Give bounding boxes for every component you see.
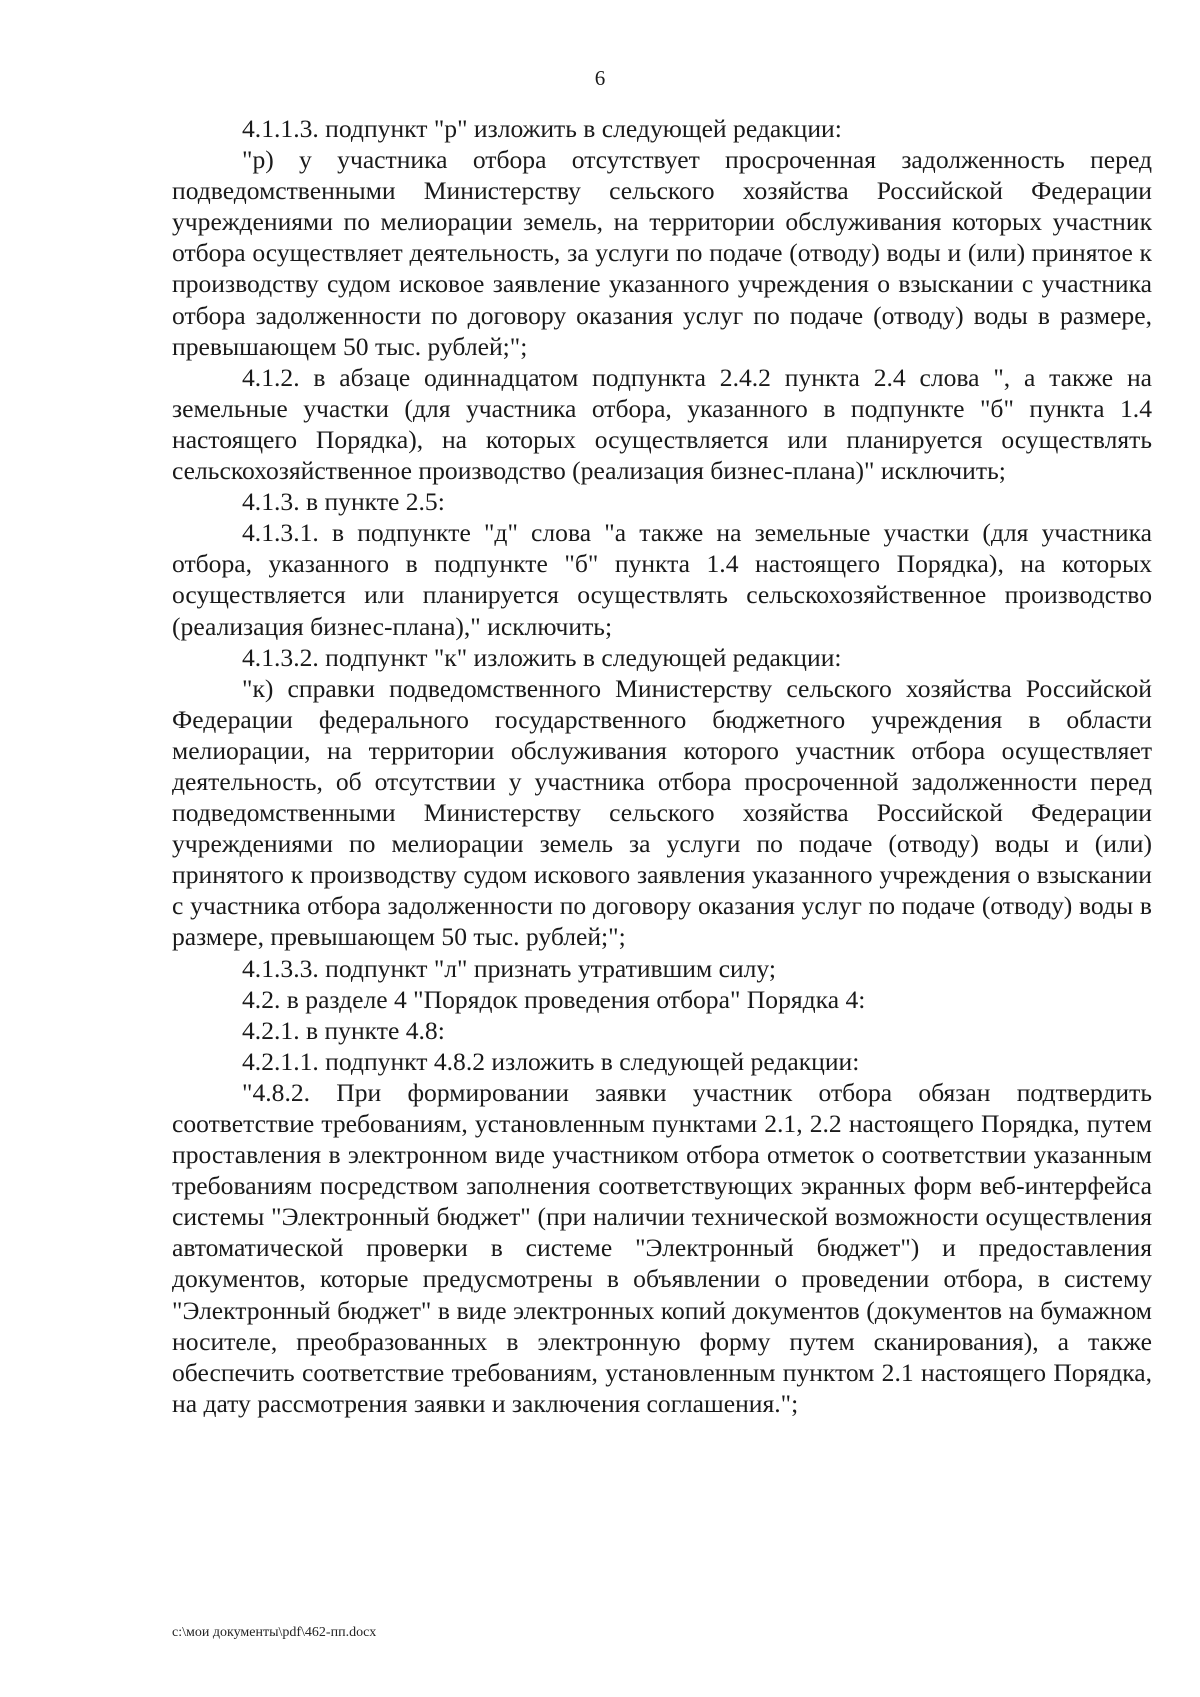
paragraph-4-8-2: "4.8.2. При формировании заявки участник отбора обязан подтвердить соответствие требованиям, установленным пунктами 2.1, 2.2 настоящего Порядка, путем проставления в электронном виде участником отбора отметок о соответствии указанным требованиям посредством заполнения соответствующих экранных форм веб-интерфейса системы "Электронный бюджет" (при наличии технической возможности осуществления автоматической проверки в системе "Электронный бюджет") и предоставления документов, которые предусмотрены в объявлении о проведении отбора, в систему "Электронный бюджет" в виде электронных копий документов (документов на бумажном носителе, преобразованных в электронную форму путем сканирования), а также обеспечить соответствие требованиям, установленным пунктом 2.1 настоящего Порядка, на дату рассмотрения заявки и заключения соглашения."; <box>172 1077 1152 1418</box>
document-body <box>172 113 1152 1419</box>
paragraph-4-1-3-2: 4.1.3.2. подпункт "к" изложить в следующей редакции: <box>242 642 842 672</box>
paragraph-4-2-1: 4.2.1. в пункте 4.8: <box>242 1015 445 1045</box>
paragraph-subitem-k: "к) справки подведомственного Министерству сельского хозяйства Российской Федерации федерального государственного бюджетного учреждения в области мелиорации, на территории обслуживания которого участник отбора осуществляет деятельность, об отсутствии у участника отбора просроченной задолженности перед подведомственными Министерству сельского хозяйства Российской Федерации учреждениями по мелиорации земель за услуги по подаче (отводу) воды и (или) принятого к производству судом искового заявления указанного учреждения о взыскании с участника отбора задолженности по договору оказания услуг по подаче (отводу) воды в размере, превышающем 50 тыс. рублей;"; <box>172 673 1152 952</box>
paragraph-4-1-3: 4.1.3. в пункте 2.5: <box>242 487 445 517</box>
paragraph-4-2: 4.2. в разделе 4 "Порядок проведения отбора" Порядка 4: <box>242 984 866 1014</box>
footer-file-path: c:\мои документы\pdf\462-пп.docx <box>172 1625 377 1640</box>
page-number: 6 <box>594 66 606 90</box>
paragraph-4-1-2: 4.1.2. в абзаце одиннадцатом подпункта 2.4.2 пункта 2.4 слова ", а также на земельные участки (для участника отбора, указанного в подпункте "б" пункта 1.4 настоящего Порядка), на которых осуществляется или планируется осуществлять сельскохозяйственное производство (реализация бизнес-плана)" исключить; <box>172 362 1152 486</box>
paragraph-4-2-1-1: 4.2.1.1. подпункт 4.8.2 изложить в следующей редакции: <box>242 1046 860 1076</box>
paragraph-subitem-r: "р) у участника отбора отсутствует просроченная задолженность перед подведомственными Министерству сельского хозяйства Российской Федерации учреждениями по мелиорации земель, на территории обслуживания которых участник отбора осуществляет деятельность, за услуги по подаче (отводу) воды и (или) принятое к производству судом исковое заявление указанного учреждения о взыскании с участника отбора задолженности по договору оказания услуг по подаче (отводу) воды в размере, превышающем 50 тыс. рублей;"; <box>172 145 1152 361</box>
paragraph-4-1-1-3: 4.1.1.3. подпункт "р" изложить в следующей редакции: <box>242 114 842 143</box>
paragraph-4-1-3-1: 4.1.3.1. в подпункте "д" слова "а также на земельные участки (для участника отбора, указанного в подпункте "б" пункта 1.4 настоящего Порядка), на которых осуществляется или планируется осуществлять сельскохозяйственное производство (реализация бизнес-плана)," исключить; <box>172 518 1152 641</box>
paragraph-4-1-3-3: 4.1.3.3. подпункт "л" признать утратившим силу; <box>242 953 776 983</box>
